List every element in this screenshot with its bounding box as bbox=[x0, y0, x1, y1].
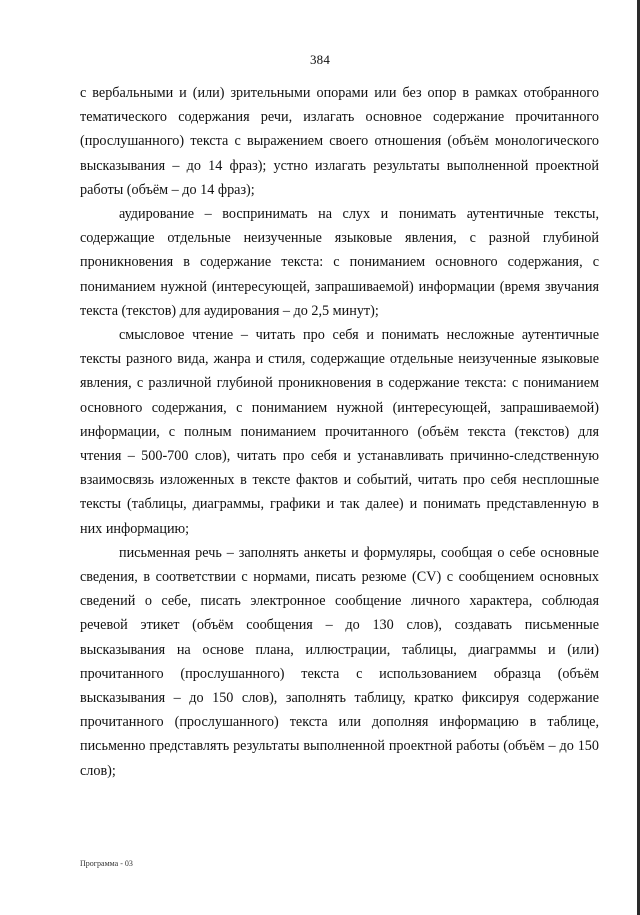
paragraph-writing: письменная речь – заполнять анкеты и формуляры, сообщая о себе основные сведения, в соответствии с нормами, писать резюме (CV) с сообщением основных сведений о себе, писать электронное сообщение личного характера, соблюдая речевой этикет (объём сообщения – до 130 слов), создавать письменные высказывания на основе плана, иллюстрации, таблицы, диаграммы и (или) прочитанного (прослушанного) текста с использованием образца (объём высказывания – до 150 слов), заполнять таблицу, кратко фиксируя содержание прочитанного (прослушанного) текста или дополняя информацию в таблице, письменно представлять результаты выполненной проектной работы (объём – до 150 слов); bbox=[80, 544, 599, 779]
body-text bbox=[80, 81, 599, 783]
paragraph-reading: смысловое чтение – читать про себя и понимать несложные аутентичные тексты разного вида, жанра и стиля, содержащие отдельные неизученные языковые явления, с различной глубиной проникновения в содержание текста: с пониманием основного содержания, с пониманием нужной (интересующей, запрашиваемой) информации, с полным пониманием прочитанного (объём текста (текстов) для чтения – 500-700 слов), читать про себя и устанавливать причинно-следственную взаимосвязь изложенных в тексте фактов и событий, читать про себя несплошные тексты (таблицы, диаграммы, графики и так далее) и понимать представленную в них информацию; bbox=[80, 327, 599, 537]
page-number: 384 bbox=[309, 52, 331, 67]
page-footer: Программа - 03 bbox=[80, 859, 133, 868]
paragraph-listening: аудирование – воспринимать на слух и понимать аутентичные тексты, содержащие отдельные неизученные языковые явления, с разной глубиной проникновения в содержание текста: с пониманием основного содержания, с пониманием нужной (интересующей, запрашиваемой) информации (время звучания текста (текстов) для аудирования – до 2,5 минут); bbox=[80, 206, 599, 319]
paragraph-speaking-continued: с вербальными и (или) зрительными опорами или без опор в рамках отобранного тематического содержания речи, излагать основное содержание прочитанного (прослушанного) текста с выражением своего отношения (объём монологического высказывания – до 14 фраз); устно излагать результаты выполненной проектной работы (объём – до 14 фраз); bbox=[80, 85, 599, 198]
